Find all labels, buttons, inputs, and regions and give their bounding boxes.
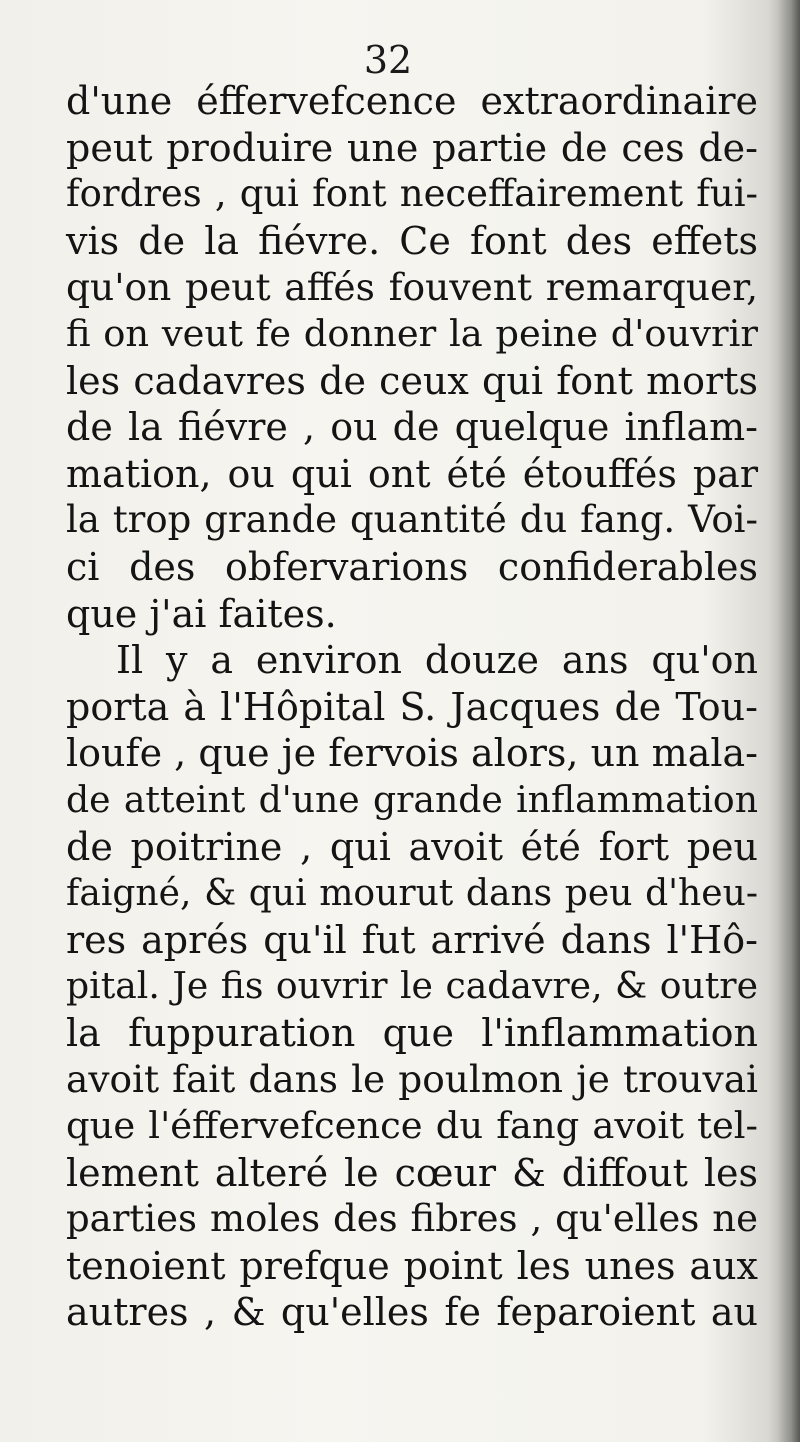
text-line: vis de la fiévre. Ce font des effets <box>66 218 758 263</box>
text-line: que j'ai faites. <box>66 591 337 636</box>
text-line: les cadavres de ceux qui font morts <box>66 358 758 403</box>
paragraph-start-line: Il y a environ douze ans qu'on <box>116 638 758 683</box>
text-line: parties moles des fibres , qu'elles ne <box>66 1197 758 1241</box>
text-line: avoit fait dans le poulmon je trouvai <box>66 1057 758 1102</box>
text-line: lement alteré le cœur & diffout les <box>66 1150 758 1195</box>
text-line: res aprés qu'il fut arrivé dans l'Hô- <box>66 917 758 962</box>
text-line: fi on veut fe donner la peine d'ouvrir <box>66 311 758 355</box>
text-line: la fuppuration que l'inflammation <box>66 1010 758 1055</box>
text-line: faigné, & qui mourut dans peu d'heu- <box>66 872 758 915</box>
text-line: porta à l'Hôpital S. Jacques de Tou- <box>66 684 758 729</box>
text-line: mation, ou qui ont été étouffés par <box>66 451 758 496</box>
text-line: que l'éffervefcence du fang avoit tel- <box>66 1104 758 1148</box>
text-line: de atteint d'une grande inflammation <box>66 777 758 821</box>
body-text <box>66 78 758 1336</box>
text-line: pital. Je fis ouvrir le cadavre, & outre <box>66 964 758 1008</box>
text-line: autres , & qu'elles fe feparoient au <box>66 1290 758 1335</box>
text-line: fordres , qui font neceffairement fui- <box>66 172 758 216</box>
text-line: ci des obfervarions confiderables <box>66 544 758 589</box>
text-line: de la fiévre , ou de quelque inflam- <box>66 405 758 450</box>
text-line: de poitrine , qui avoit été fort peu <box>66 824 758 869</box>
page-edge-shadow <box>778 0 800 1442</box>
text-line: la trop grande quantité du fang. Voi- <box>66 498 758 542</box>
text-line: peut produire une partie de ces de- <box>66 125 758 170</box>
text-line: qu'on peut affés fouvent remarquer, <box>66 265 758 310</box>
text-line: loufe , que je fervois alors, un mala- <box>66 731 758 776</box>
text-line: tenoient prefque point les unes aux <box>66 1243 758 1288</box>
page-number: 32 <box>363 38 413 82</box>
text-line: d'une éffervefcence extraordinaire <box>66 79 758 123</box>
